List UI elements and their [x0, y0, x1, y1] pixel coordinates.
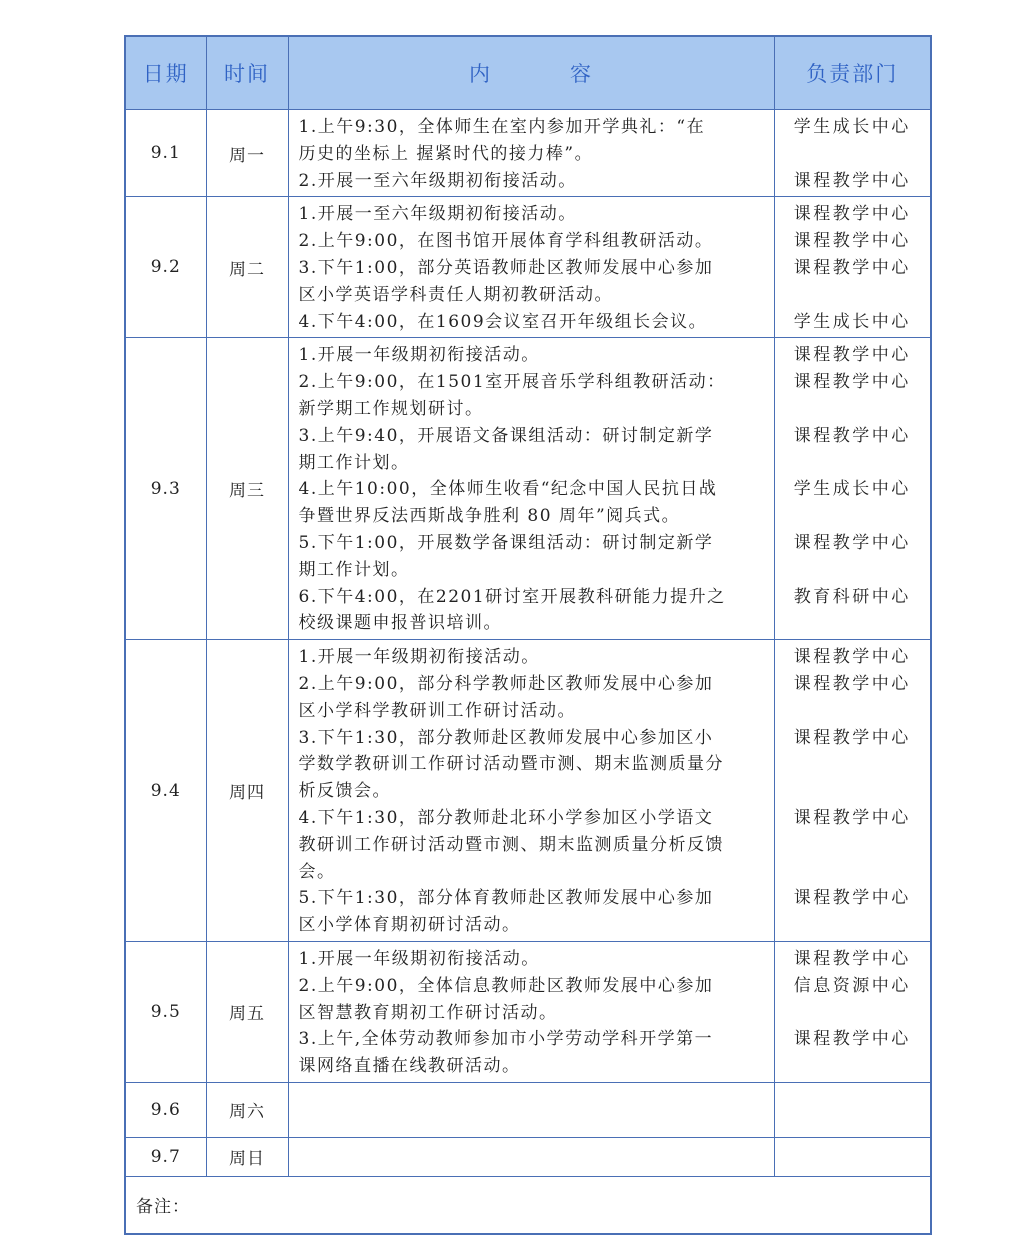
department-line: 课程教学中心 [793, 807, 911, 828]
content-line: 学数学教研训工作研讨活动暨市测、期末监测质量分 [298, 754, 724, 775]
header-dept: 负责部门 [774, 36, 931, 110]
row-content [288, 640, 774, 942]
schedule-row [125, 640, 931, 942]
department-line: 教育科研中心 [793, 586, 911, 607]
schedule-row [125, 941, 931, 1082]
content-line: 教研训工作研讨活动暨市测、期末监测质量分析反馈 [298, 834, 724, 855]
row-date: 9.4 [125, 640, 206, 942]
department-line: 课程教学中心 [793, 170, 911, 191]
department-line: 课程教学中心 [793, 888, 911, 909]
weekend-row [125, 1137, 931, 1176]
department-line: 课程教学中心 [793, 345, 911, 366]
department-line: 课程教学中心 [793, 727, 911, 748]
department-line: 课程教学中心 [793, 231, 911, 252]
row-department [774, 941, 931, 1082]
content-line: 2.上午9:00，全体信息教师赴区教师发展中心参加 [298, 975, 714, 996]
department-line: 课程教学中心 [793, 673, 911, 694]
schedule-body [125, 110, 931, 1234]
weekend-row [125, 1082, 931, 1137]
content-line: 2.上午9:00，在图书馆开展体育学科组教研活动。 [298, 231, 714, 252]
content-line: 区小学英语学科责任人期初教研活动。 [298, 284, 613, 305]
content-line: 3.上午,全体劳动教师参加市小学劳动学科开学第一 [298, 1029, 714, 1050]
content-line: 区小学体育期初研讨活动。 [298, 915, 521, 936]
department-line: 课程教学中心 [793, 425, 911, 446]
row-department [774, 197, 931, 338]
row-content [288, 941, 774, 1082]
row-date: 9.1 [125, 110, 206, 197]
content-line: 区智慧教育期初工作研讨活动。 [298, 1002, 558, 1023]
content-line: 5.下午1:30，部分体育教师赴区教师发展中心参加 [298, 888, 714, 909]
department-line [775, 859, 931, 886]
header-content [288, 36, 774, 110]
row-content-empty [288, 1082, 774, 1137]
department-line [775, 832, 931, 859]
content-line: 会。 [298, 861, 336, 882]
row-date: 9.5 [125, 941, 206, 1082]
row-weekday: 周三 [206, 338, 288, 640]
row-content [288, 338, 774, 640]
content-line: 5.下午1:00，开展数学备课组活动：研讨制定新学 [298, 532, 714, 553]
department-line [775, 141, 931, 168]
content-line: 2.上午9:00，部分科学教师赴区教师发展中心参加 [298, 673, 714, 694]
content-line: 3.下午1:00，部分英语教师赴区教师发展中心参加 [298, 257, 714, 278]
content-line: 1.上午9:30，全体师生在室内参加开学典礼：“在 [298, 117, 706, 137]
header-content-b: 容 [570, 62, 593, 86]
row-content [288, 110, 774, 197]
department-line [775, 1053, 931, 1080]
row-department-empty [774, 1082, 931, 1137]
department-line [775, 751, 931, 778]
department-line: 课程教学中心 [793, 948, 911, 969]
content-line: 1.开展一至六年级期初衔接活动。 [298, 204, 577, 225]
content-line: 2.开展一至六年级期初衔接活动。 [298, 170, 577, 191]
row-date: 9.6 [125, 1082, 206, 1137]
header-row [125, 36, 931, 110]
row-department [774, 640, 931, 942]
content-line: 2.上午9:00，在1501室开展音乐学科组教研活动： [298, 372, 726, 393]
department-line [775, 282, 931, 309]
row-weekday: 周六 [206, 1082, 288, 1137]
department-line [775, 557, 931, 584]
row-date: 9.2 [125, 197, 206, 338]
schedule-row [125, 338, 931, 640]
content-line: 4.上午10:00，全体师生收看“纪念中国人民抗日战 [298, 479, 718, 500]
content-line: 争暨世界反法西斯战争胜利 80 周年”阅兵式。 [298, 506, 681, 527]
content-line: 4.下午4:00，在1609会议室召开年级组长会议。 [298, 311, 708, 332]
department-line [775, 1000, 931, 1027]
row-weekday: 周日 [206, 1137, 288, 1176]
row-weekday: 周二 [206, 197, 288, 338]
header-date: 日期 [125, 36, 206, 110]
row-department-empty [774, 1137, 931, 1176]
department-line: 课程教学中心 [793, 257, 911, 278]
header-time: 时间 [206, 36, 288, 110]
row-weekday: 周一 [206, 110, 288, 197]
department-line: 课程教学中心 [793, 532, 911, 553]
content-line: 历史的坐标上 握紧时代的接力棒”。 [298, 143, 594, 164]
schedule-row [125, 197, 931, 338]
content-line: 1.开展一年级期初衔接活动。 [298, 948, 540, 969]
department-line: 课程教学中心 [793, 372, 911, 393]
row-date: 9.7 [125, 1137, 206, 1176]
department-line: 学生成长中心 [793, 117, 911, 137]
department-line [775, 912, 931, 939]
schedule-row [125, 110, 931, 197]
row-weekday: 周四 [206, 640, 288, 942]
content-line: 课网络直播在线教研活动。 [298, 1056, 521, 1077]
department-line: 课程教学中心 [793, 204, 911, 225]
row-department [774, 110, 931, 197]
department-line: 学生成长中心 [793, 311, 911, 332]
content-line: 1.开展一年级期初衔接活动。 [298, 345, 540, 366]
department-line: 学生成长中心 [793, 479, 911, 500]
department-line [775, 450, 931, 477]
row-department [774, 338, 931, 640]
content-line: 3.下午1:30，部分教师赴区教师发展中心参加区小 [298, 727, 714, 748]
weekly-schedule-table [124, 35, 932, 1235]
department-line [775, 610, 931, 637]
row-content [288, 197, 774, 338]
content-line: 区小学科学教研训工作研讨活动。 [298, 700, 576, 721]
department-line [775, 396, 931, 423]
content-line: 1.开展一年级期初衔接活动。 [298, 647, 540, 668]
row-content-empty [288, 1137, 774, 1176]
notes-row [125, 1176, 931, 1234]
content-line: 3.上午9:40，开展语文备课组活动：研讨制定新学 [298, 425, 714, 446]
notes-label: 备注： [125, 1176, 931, 1234]
department-line: 信息资源中心 [793, 975, 911, 996]
content-line: 6.下午4:00，在2201研讨室开展教科研能力提升之 [298, 586, 726, 607]
content-line: 4.下午1:30，部分教师赴北环小学参加区小学语文 [298, 807, 714, 828]
department-line: 课程教学中心 [793, 1029, 911, 1050]
content-line: 期工作计划。 [298, 452, 410, 473]
content-line: 校级课题申报普识培训。 [298, 613, 502, 634]
department-line [775, 698, 931, 725]
header-content-a: 内 [469, 62, 570, 86]
row-weekday: 周五 [206, 941, 288, 1082]
row-date: 9.3 [125, 338, 206, 640]
content-line: 新学期工作规划研讨。 [298, 398, 484, 419]
department-line [775, 503, 931, 530]
content-line: 期工作计划。 [298, 559, 410, 580]
department-line [775, 778, 931, 805]
content-line: 析反馈会。 [298, 781, 391, 802]
department-line: 课程教学中心 [793, 647, 911, 668]
